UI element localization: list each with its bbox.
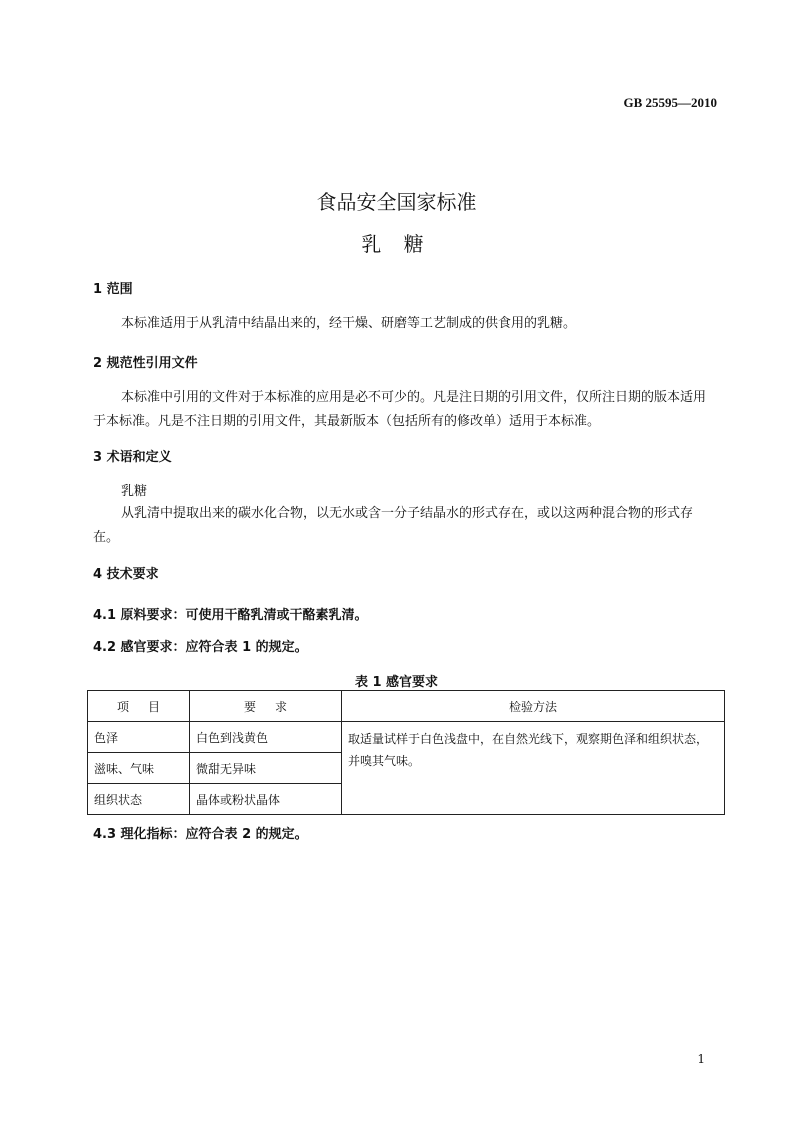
- section-4-heading: 4 技术要求: [93, 567, 159, 582]
- row-requirement: 白色到浅黄色: [190, 722, 342, 753]
- section-4-2: 4.2 感官要求：应符合表 1 的规定。: [93, 640, 308, 655]
- section-1-body: 本标准适用于从乳清中结晶出来的，经干燥、研磨等工艺制成的供食用的乳糖。: [121, 316, 577, 331]
- document-subtitle: 乳 糖: [361, 232, 432, 256]
- row-item: 色泽: [88, 722, 190, 753]
- test-method: 取适量试样于白色浅盘中，在自然光线下，观察期色泽和组织状态，并嗅其气味。: [342, 722, 725, 815]
- section-4-3: 4.3 理化指标：应符合表 2 的规定。: [93, 827, 308, 842]
- section-3-heading: 3 术语和定义: [93, 450, 172, 465]
- standard-code: GB 25595—2010: [623, 95, 717, 110]
- sensory-requirements-table: [87, 690, 725, 815]
- section-2-heading: 2 规范性引用文件: [93, 356, 198, 371]
- page-number: 1: [697, 1052, 705, 1066]
- row-item: 滋味、气味: [88, 753, 190, 784]
- row-requirement: 微甜无异味: [190, 753, 342, 784]
- header-item: 项 目: [88, 691, 190, 722]
- document-title: 食品安全国家标准: [316, 190, 477, 214]
- section-1-heading: 1 范围: [93, 282, 133, 297]
- row-item: 组织状态: [88, 784, 190, 815]
- term-definition: 从乳清中提取出来的碳水化合物，以无水或含一分子结晶水的形式存在，或以这两种混合物的形式存在。: [93, 506, 694, 545]
- header-method: 检验方法: [342, 691, 725, 722]
- section-2-body: 本标准中引用的文件对于本标准的应用是必不可少的。凡是注日期的引用文件，仅所注日期的版本适用于本标准。凡是不注日期的引用文件，其最新版本（包括所有的修改单）适用于本标准。: [93, 390, 707, 429]
- table-1-caption: 表 1 感官要求: [354, 675, 439, 690]
- section-4-1: 4.1 原料要求：可使用干酪乳清或干酪素乳清。: [93, 608, 368, 623]
- header-requirement: 要 求: [190, 691, 342, 722]
- table-header-row: [88, 691, 725, 722]
- table-row: [88, 722, 725, 753]
- row-requirement: 晶体或粉状晶体: [190, 784, 342, 815]
- term-name: 乳糖: [121, 484, 148, 499]
